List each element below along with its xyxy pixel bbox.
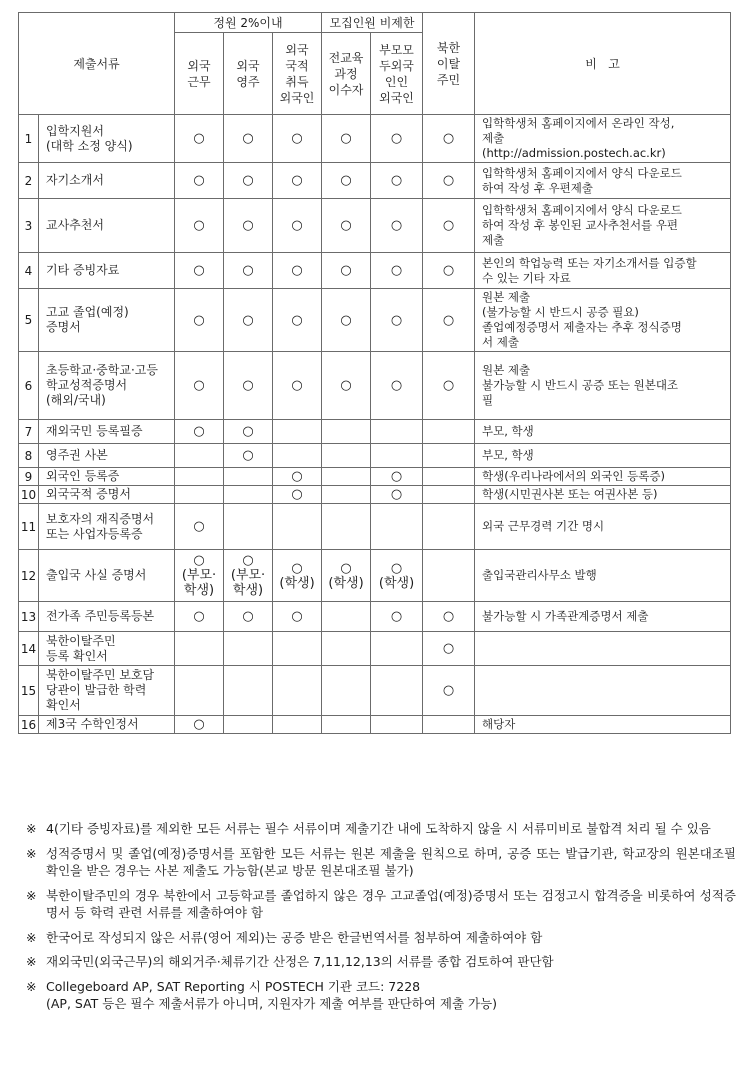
- requirement-mark: ○: [273, 468, 322, 486]
- requirement-mark: ○: [224, 444, 273, 468]
- requirement-mark: [175, 468, 224, 486]
- requirement-mark: [322, 716, 371, 734]
- requirement-mark: [371, 504, 423, 550]
- note-item: [26, 887, 736, 922]
- table-row: [19, 163, 731, 199]
- requirement-mark: ○ (학생): [371, 550, 423, 602]
- requirement-mark: ○: [175, 115, 224, 163]
- requirement-mark: ○: [273, 289, 322, 352]
- row-number: 9: [19, 468, 39, 486]
- header-unlimited-group: 모집인원 비제한: [322, 13, 423, 33]
- reference-mark-icon: ※: [26, 954, 37, 969]
- note-item: [26, 820, 736, 838]
- requirement-mark: [224, 632, 273, 666]
- requirement-mark: ○ (부모· 학생): [224, 550, 273, 602]
- requirement-mark: [371, 716, 423, 734]
- requirement-mark: ○: [175, 602, 224, 632]
- requirement-mark: [371, 444, 423, 468]
- requirement-mark: ○: [322, 289, 371, 352]
- table-row: [19, 486, 731, 504]
- requirement-mark: ○: [423, 666, 475, 716]
- requirement-mark: [322, 444, 371, 468]
- header-documents: 제출서류: [19, 13, 175, 115]
- requirement-mark: ○: [224, 289, 273, 352]
- requirement-mark: ○: [423, 163, 475, 199]
- requirement-mark: ○: [175, 253, 224, 289]
- notes-list: [26, 820, 736, 1020]
- row-number: 11: [19, 504, 39, 550]
- requirement-mark: [371, 420, 423, 444]
- note-item: [26, 978, 736, 1013]
- document-name: 전가족 주민등록등본: [39, 602, 175, 632]
- remark-cell: 입학학생처 홈페이지에서 온라인 작성, 제출 (http://admission.postech.ac.kr): [475, 115, 731, 163]
- table-row: [19, 602, 731, 632]
- requirement-mark: [322, 504, 371, 550]
- note-text: 한국어로 작성되지 않은 서류(영어 제외)는 공증 받은 한글번역서를 첨부하여 제출하여야 함: [46, 929, 543, 945]
- requirement-mark: [322, 632, 371, 666]
- row-number: 6: [19, 352, 39, 420]
- document-name: 자기소개서: [39, 163, 175, 199]
- requirement-mark: ○: [224, 352, 273, 420]
- requirement-mark: [423, 468, 475, 486]
- row-number: 8: [19, 444, 39, 468]
- requirement-mark: [175, 632, 224, 666]
- document-name: 외국인 등록증: [39, 468, 175, 486]
- document-name: 북한이탈주민 보호담 당관이 발급한 학력 확인서: [39, 666, 175, 716]
- requirement-mark: [224, 486, 273, 504]
- requirement-mark: [322, 602, 371, 632]
- document-name: 재외국민 등록필증: [39, 420, 175, 444]
- requirement-mark: [273, 632, 322, 666]
- remark-cell: 출입국관리사무소 발행: [475, 550, 731, 602]
- note-text: 성적증명서 및 졸업(예정)증명서를 포함한 모든 서류는 원본 제출을 원칙으로 하며, 공증 또는 발급기관, 학교장의 원본대조필 확인을 받은 경우는 사본 제출도 가능함(본교 방문 원본대조필 불가): [46, 845, 736, 878]
- reference-mark-icon: ※: [26, 978, 37, 994]
- table-row: [19, 199, 731, 253]
- row-number: 4: [19, 253, 39, 289]
- remark-cell: 외국 근무경력 기간 명시: [475, 504, 731, 550]
- row-number: 1: [19, 115, 39, 163]
- requirement-mark: [273, 666, 322, 716]
- remark-cell: 입학학생처 홈페이지에서 양식 다운로드 하여 작성 후 우편제출: [475, 163, 731, 199]
- header-quota-group: 정원 2%이내: [175, 13, 322, 33]
- requirement-mark: ○: [322, 352, 371, 420]
- requirement-mark: [423, 550, 475, 602]
- requirement-mark: [273, 716, 322, 734]
- note-item: [26, 953, 736, 971]
- requirement-mark: ○: [175, 420, 224, 444]
- requirement-mark: ○: [224, 163, 273, 199]
- table-row: [19, 666, 731, 716]
- note-text: 4(기타 증빙자료)를 제외한 모든 서류는 필수 서류이며 제출기간 내에 도착하지 않을 시 서류미비로 불합격 처리 될 수 있음: [46, 821, 711, 836]
- requirement-mark: ○: [273, 253, 322, 289]
- requirement-mark: [371, 666, 423, 716]
- requirement-mark: [224, 504, 273, 550]
- requirement-mark: [175, 486, 224, 504]
- requirement-mark: ○: [322, 253, 371, 289]
- requirement-mark: [273, 444, 322, 468]
- remark-cell: 입학학생처 홈페이지에서 양식 다운로드 하여 작성 후 봉인된 교사추천서를 우편 제출: [475, 199, 731, 253]
- requirement-mark: [273, 504, 322, 550]
- header-category-5: 부모모 두외국 인인 외국인: [371, 33, 423, 115]
- requirement-mark: ○: [175, 289, 224, 352]
- requirement-mark: ○: [371, 468, 423, 486]
- header-remarks: 비 고: [475, 13, 731, 115]
- reference-mark-icon: ※: [26, 887, 37, 903]
- requirement-mark: ○: [224, 199, 273, 253]
- requirement-mark: [423, 716, 475, 734]
- required-documents-table: [18, 12, 731, 734]
- row-number: 10: [19, 486, 39, 504]
- requirement-mark: ○: [175, 163, 224, 199]
- note-text: Collegeboard AP, SAT Reporting 시 POSTECH 기관 코드: 7228 (AP, SAT 등은 필수 제출서류가 아니며, 지원자가 제출 여부를 판단하여 제출 가능): [46, 978, 498, 1011]
- requirement-mark: ○: [224, 115, 273, 163]
- remark-cell: 원본 제출 (불가능할 시 반드시 공증 필요) 졸업예정증명서 제출자는 추후 정식증명 서 제출: [475, 289, 731, 352]
- row-number: 2: [19, 163, 39, 199]
- requirement-mark: ○: [423, 602, 475, 632]
- requirement-mark: ○: [371, 199, 423, 253]
- remark-cell: [475, 632, 731, 666]
- requirement-mark: ○: [371, 163, 423, 199]
- requirement-mark: ○: [273, 163, 322, 199]
- requirement-mark: [175, 666, 224, 716]
- remark-cell: 본인의 학업능력 또는 자기소개서를 입증할 수 있는 기타 자료: [475, 253, 731, 289]
- remark-cell: 부모, 학생: [475, 420, 731, 444]
- requirement-mark: ○: [423, 199, 475, 253]
- requirement-mark: ○: [175, 716, 224, 734]
- row-number: 14: [19, 632, 39, 666]
- requirement-mark: [423, 504, 475, 550]
- requirement-mark: ○ (부모· 학생): [175, 550, 224, 602]
- requirement-mark: ○: [423, 115, 475, 163]
- row-number: 3: [19, 199, 39, 253]
- row-number: 7: [19, 420, 39, 444]
- requirement-mark: ○: [273, 486, 322, 504]
- requirement-mark: ○ (학생): [273, 550, 322, 602]
- document-name: 영주권 사본: [39, 444, 175, 468]
- table-row: [19, 550, 731, 602]
- document-name: 북한이탈주민 등록 확인서: [39, 632, 175, 666]
- note-item: [26, 845, 736, 880]
- requirement-mark: [224, 666, 273, 716]
- document-name: 초등학교·중학교·고등 학교성적증명서 (해외/국내): [39, 352, 175, 420]
- requirement-mark: ○: [371, 289, 423, 352]
- requirement-mark: [423, 420, 475, 444]
- requirement-mark: [322, 468, 371, 486]
- document-name: 기타 증빙자료: [39, 253, 175, 289]
- requirement-mark: ○: [224, 253, 273, 289]
- requirement-mark: ○: [423, 632, 475, 666]
- remark-cell: [475, 666, 731, 716]
- table-row: [19, 632, 731, 666]
- header-category-2: 외국 영주: [224, 33, 273, 115]
- table-row: [19, 716, 731, 734]
- requirement-mark: ○: [423, 352, 475, 420]
- remark-cell: 해당자: [475, 716, 731, 734]
- table-row: [19, 289, 731, 352]
- table-row: [19, 468, 731, 486]
- table-row: [19, 420, 731, 444]
- header-category-3: 외국 국적 취득 외국인: [273, 33, 322, 115]
- requirement-mark: ○: [371, 602, 423, 632]
- remark-cell: 학생(우리나라에서의 외국인 등록증): [475, 468, 731, 486]
- requirement-mark: ○: [371, 486, 423, 504]
- table-row: [19, 253, 731, 289]
- requirement-mark: [273, 420, 322, 444]
- requirement-mark: ○: [273, 352, 322, 420]
- requirement-mark: ○: [224, 420, 273, 444]
- requirement-mark: ○: [224, 602, 273, 632]
- row-number: 12: [19, 550, 39, 602]
- requirement-mark: ○: [175, 199, 224, 253]
- requirement-mark: ○: [273, 602, 322, 632]
- requirement-mark: [322, 666, 371, 716]
- document-name: 고교 졸업(예정) 증명서: [39, 289, 175, 352]
- remark-cell: 부모, 학생: [475, 444, 731, 468]
- reference-mark-icon: ※: [26, 845, 37, 861]
- remark-cell: 불가능할 시 가족관계증명서 제출: [475, 602, 731, 632]
- table-row: [19, 444, 731, 468]
- remark-cell: 원본 제출 불가능할 시 반드시 공증 또는 원본대조 필: [475, 352, 731, 420]
- row-number: 16: [19, 716, 39, 734]
- document-name: 교사추천서: [39, 199, 175, 253]
- reference-mark-icon: ※: [26, 929, 37, 945]
- remark-cell: 학생(시민권사본 또는 여권사본 등): [475, 486, 731, 504]
- document-name: 외국국적 증명서: [39, 486, 175, 504]
- table-row: [19, 115, 731, 163]
- requirement-mark: ○: [322, 115, 371, 163]
- note-text: 재외국민(외국근무)의 해외거주·체류기간 산정은 7,11,12,13의 서류를 종합 검토하여 판단함: [46, 954, 554, 969]
- requirement-mark: ○: [423, 253, 475, 289]
- note-item: [26, 929, 736, 947]
- header-category-6: 북한 이탈 주민: [423, 13, 475, 115]
- document-name: 보호자의 재직증명서 또는 사업자등록증: [39, 504, 175, 550]
- requirement-mark: [371, 632, 423, 666]
- requirement-mark: [224, 716, 273, 734]
- header-category-4: 전교육 과정 이수자: [322, 33, 371, 115]
- document-name: 제3국 수학인정서: [39, 716, 175, 734]
- document-name: 입학지원서 (대학 소정 양식): [39, 115, 175, 163]
- requirement-mark: [423, 486, 475, 504]
- requirement-mark: ○: [273, 115, 322, 163]
- row-number: 5: [19, 289, 39, 352]
- row-number: 13: [19, 602, 39, 632]
- table-row: [19, 352, 731, 420]
- requirement-mark: ○: [423, 289, 475, 352]
- requirement-mark: ○: [175, 504, 224, 550]
- requirement-mark: ○: [322, 163, 371, 199]
- header-category-1: 외국 근무: [175, 33, 224, 115]
- requirement-mark: ○ (학생): [322, 550, 371, 602]
- requirement-mark: ○: [273, 199, 322, 253]
- requirement-mark: [322, 420, 371, 444]
- requirement-mark: ○: [322, 199, 371, 253]
- requirement-mark: [423, 444, 475, 468]
- requirement-mark: ○: [175, 352, 224, 420]
- requirement-mark: [322, 486, 371, 504]
- requirement-mark: [224, 468, 273, 486]
- reference-mark-icon: ※: [26, 821, 37, 836]
- requirement-mark: ○: [371, 253, 423, 289]
- row-number: 15: [19, 666, 39, 716]
- requirement-mark: [175, 444, 224, 468]
- note-text: 북한이탈주민의 경우 북한에서 고등학교를 졸업하지 않은 경우 고교졸업(예정)증명서 또는 검정고시 합격증을 비롯하여 성적증명서 등 학력 관련 서류를 제출하여야 함: [46, 887, 736, 920]
- table-row: [19, 504, 731, 550]
- requirement-mark: ○: [371, 352, 423, 420]
- requirement-mark: ○: [371, 115, 423, 163]
- document-name: 출입국 사실 증명서: [39, 550, 175, 602]
